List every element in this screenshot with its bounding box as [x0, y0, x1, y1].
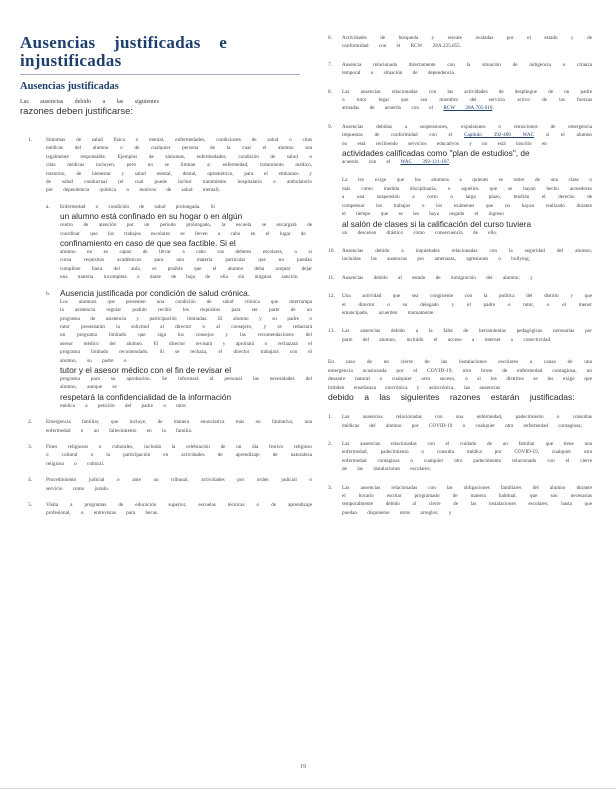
item-number: 11. [328, 274, 335, 281]
emphasis-text: al salón de clases si la calificación del curso tuviera [342, 218, 532, 229]
item-text: Actividades de búsqueda y rescate avaladas por el estado y de conformidad con el RCW 28A.225.055. [342, 35, 592, 50]
item-number: 9. [328, 123, 333, 130]
item-text: Síntomas de salud física o mental, enfermedades, condiciones de salud o citas médicas del alumno o de cualquier persona de la cual el alumno sea legalmente responsable. Ejemplos de síntomas, enfermedades, condición de salud o citas médicas incluyen, pero no se limitan a: enfermedad, tratamiento médico, trastorno, de bienestar y salud mental, dental, optométrico, para el embarazo y de salud conductual (el cual puede incluir tratamiento hospitalario o ambulatorio por dependencia química o motivos de salud mental). [46, 137, 312, 194]
item-number: a. [46, 203, 50, 210]
sub-text: Los alumnos que presenten una condición de salud crónica que interrumpa la asistencia regular podrán recibir los requisitos para ser parte de un programa de asistencia y participación limitadas. El alumno y su padre o tutor presentarán la solicitud al director o al consejero, y se redactará un programa limitado que siga los consejos y las recomendaciones del asesor médico del alumno. El director revisará y aprobará o rechazará el programa limitado recomendado. Si se rechaza, el director trabajará con el alumno, su padre o [60, 298, 312, 364]
item-text: Las ausencias relacionadas con una enfermedad, padecimiento o consultas médicas del alumno por COVID-19 o cualquier otra enfermedad contagiosa; [342, 414, 592, 429]
item-text: Las ausencias relacionadas con el cuidado de un familiar que tiene una enfermedad, padecimiento o consulta médica por COVID-19, cualquier otra enfermedad contagiosa o cualquier otro padecimiento relacionado con el cierre de las instalaciones escolares; [342, 440, 592, 473]
intro-paragraph [20, 98, 312, 116]
list-item [328, 413, 592, 430]
justified-list [20, 136, 312, 518]
emphasis-text: tutor y el asesor médico con el fin de revisar el [60, 364, 232, 375]
sub-item-body [60, 203, 312, 282]
item-text: Procedimiento judicial o ante un tribunal, actividades por orden judicial o servicio como jurado. [46, 477, 312, 492]
item-number: 8. [328, 88, 333, 95]
section-heading: Ausencias justificadas [20, 81, 119, 92]
wac-link[interactable]: WAC 392-121-107 [400, 159, 450, 166]
item-number: 7. [328, 61, 333, 68]
item-text: Ausencia relacionada directamente con la situación de indigencia o crianza temporal o situación de dependencia. [342, 61, 592, 77]
item-text [342, 123, 592, 237]
intro-large-text: razones deben justificarse: [20, 106, 134, 117]
item-text-part: un descenso drástico como consecuencia de ello. [342, 229, 498, 236]
list-item [20, 501, 312, 518]
right-column [328, 34, 592, 517]
emphasis-text: confinamiento en caso de que sea factible. Si el [60, 238, 236, 249]
left-column [20, 34, 312, 518]
item-number: 4. [28, 477, 33, 484]
list-item [20, 136, 312, 195]
emphasis-text: actividades calificadas como "plan de estudios", de [342, 148, 530, 159]
sub-text: Enfermedad o condición de salud prolongada. Si [60, 203, 215, 210]
emphasis-text: respetará la confidencialidad de la información [60, 391, 232, 402]
title-divider [20, 74, 300, 75]
item-number: 2. [328, 440, 333, 447]
page-number: 19 [300, 764, 306, 770]
sub-text: médica a petición del padre o tutor. [60, 402, 188, 409]
covid-text: En caso de un cierre de las instalaciones escolares a causa de una emergencia ocasionada por el COVID-19, otro brote de enfermedad contagiosa, un desastre natural o cualquier otro suceso, o si los distritos se les exige que brinden enseñanza sincrónica y asincrónica, las ausencias [328, 359, 592, 391]
item-text: Fines religiosos o culturales, incluida la celebración de un día festivo religioso o cultural o la participación en actividades de aprendizaje de naturaleza religiosa o cultural. [46, 443, 312, 467]
item-text: Una actividad que sea congruente con la política del distrito y que el director o su delegado y el padre o tutor, o el menor emancipado, acuerden mutuamente. [342, 293, 592, 316]
list-item [328, 484, 592, 518]
wac-chapter-link[interactable]: Capítulo 392-400 WAC [464, 132, 535, 139]
list-item [328, 292, 592, 317]
item-text-part: acuerdo con el [342, 159, 391, 166]
emphasis-text: Ausencia justificada por condición de salud crónica. [60, 287, 251, 298]
item-text-part: La ley exige que los alumnos a quienes se retire de una clase o más como medida disciplinaria, o aquellos que se hayan hecho acreedores a una suspensión a corto o largo plazo, tendrán el derecho de compensar los trabajos o los exámenes que no hayan realizado durante el tiempo que se les haya negado el ingreso [342, 177, 592, 218]
covid-paragraph [328, 358, 592, 401]
item-text-part: . [449, 159, 451, 166]
list-item [328, 247, 592, 264]
sub-item-body [60, 288, 312, 410]
sub-item-a [46, 203, 312, 282]
item-number: 3. [328, 484, 333, 491]
item-number: 13. [328, 328, 335, 335]
intro-small-text: Las ausencias debido a las siguientes [20, 99, 159, 105]
sub-text: programa para su aprobación. Se informará al personal las necesidades del alumno, aunque se [60, 375, 312, 391]
list-item [328, 34, 592, 51]
sub-text: alumno no es capaz de llevar a cabo sus deberes escolares, o si cursa requisitos académicos para una materia particular que no puedan cumplirse fuera del aula, es posible que el alumno deba aceptar dejar una materia incompleta o darse de baja de ella sin ninguna sanción. [60, 249, 312, 281]
list-item [20, 418, 312, 435]
item-text-part: si el alumno no está recibiendo servicios educativos y no está inscrito en [342, 132, 593, 147]
item-number: 12. [328, 293, 335, 300]
item-number: 5. [28, 502, 33, 508]
sub-item-b [46, 288, 312, 410]
item-text-part: . [492, 105, 494, 112]
item-number: 2. [28, 419, 33, 426]
list-item [328, 274, 592, 282]
emphasis-text: debido a las siguientes razones estarán justificadas: [328, 391, 575, 402]
list-item [20, 443, 312, 468]
list-item [20, 476, 312, 493]
item-text: Ausencias debido al estado de inmigración del alumno; y [342, 274, 533, 281]
page-title: Ausencias justificadas e injustificadas [20, 33, 228, 70]
item-number: 1. [28, 137, 33, 143]
item-text [342, 88, 592, 113]
item-text: Ausencias debido a inquietudes relacionadas con la seguridad del alumno, incluidas las ausencias por amenazas, agresiones o bullying; [342, 247, 592, 263]
item-text: Emergencia familiar, que incluye, de manera enunciativa más no limitativa, una enfermedad o un fallecimiento en la familia. [46, 419, 312, 434]
item-number: 3. [28, 443, 33, 450]
item-text-part: Las ausencias relacionadas con las actividades de despliegue de un padre o tutor legal que sea miembro del servicio activo de las fuerzas armadas de acuerdo con el [342, 88, 592, 112]
item-text: Las ausencias relacionadas con las obligaciones familiares del alumno durante el horario escolar programado de manera habitual, que son necesarias temporalmente debido al cierre de las instalaciones escolares, hasta que puedan disponerse otros arreglos; y [342, 484, 592, 516]
rcw-link[interactable]: RCW 28A.705.010 [443, 105, 493, 112]
footer-rule [0, 788, 616, 789]
suspension-paragraph [342, 176, 592, 236]
item-text-part: Ausencias debidas a suspensiones, expulsiones o remociones de emergencia impuestas de conformidad con el [342, 123, 592, 139]
item-number: 1. [328, 414, 333, 421]
item-number: 10. [328, 247, 335, 254]
list-item [328, 123, 592, 237]
item-text: Visita a programas de educación superior, escuelas técnicas o de aprendizaje profesional, o entrevistas para becas. [46, 502, 312, 517]
sub-text: centro de atención por un periodo prolongado, la escuela se encargará de coordinar que los trabajos escolares se lleven a cabo en el lugar de [60, 222, 312, 237]
list-item [328, 327, 592, 344]
item-number: b. [46, 290, 51, 297]
emphasis-text: un alumno está confinado en su hogar o en algún [60, 211, 243, 222]
list-item [328, 88, 592, 113]
item-number: 6. [328, 35, 333, 41]
list-item [328, 61, 592, 78]
list-item [328, 440, 592, 474]
item-text: Las ausencias debido a la falta de herramientas pedagógicas necesarias por parte del alumno, incluido el acceso a internet o conectividad. [342, 328, 592, 343]
